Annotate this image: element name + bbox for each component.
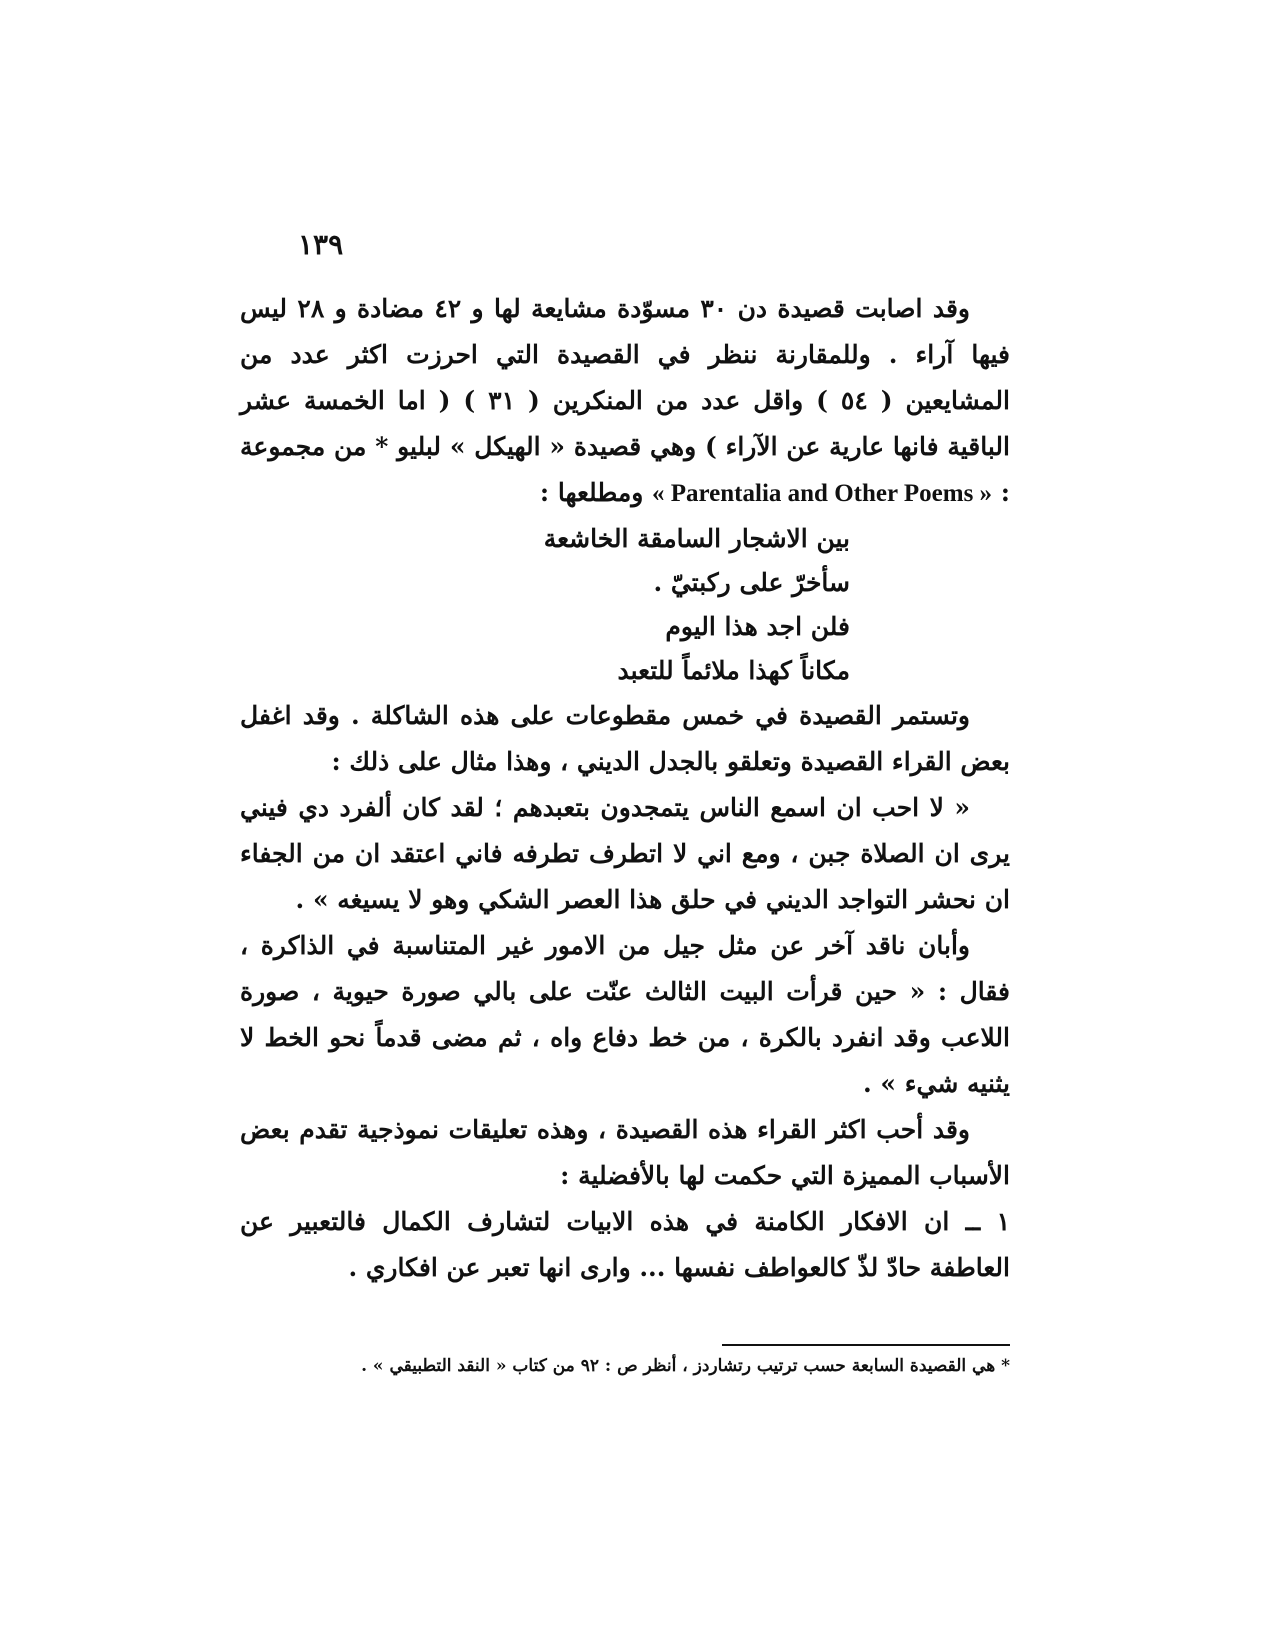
poem-excerpt — [240, 517, 1010, 693]
paragraph-1-tail: ومطلعها : — [539, 478, 644, 507]
paragraph-1 — [240, 286, 1010, 517]
poem-line: مكاناً كهذا ملائماً للتعبد — [617, 656, 850, 685]
page-number: ١٣٩ — [298, 228, 344, 261]
footnote-divider — [722, 1344, 1010, 1346]
paragraph-4: وأبان ناقد آخر عن مثل جيل من الامور غير المتناسبة في الذاكرة ، فقال : « حين قرأت البيت الثالث عنّت على بالي صورة حيوية ، صورة اللاعب وقد انفرد بالكرة ، من خط دفاع واه ، ثم مضى قدماً نحو الخط لا يثنيه شيء » . — [240, 931, 1010, 1098]
footnote: * هي القصيدة السابعة حسب ترتيب رتشاردز ، أنظر ص : ٩٢ من كتاب « النقد التطبيقي » . — [361, 1356, 1010, 1376]
paragraph-2: وتستمر القصيدة في خمس مقطوعات على هذه الشاكلة . وقد اغفل بعض القراء القصيدة وتعلقو بالجدل الديني ، وهذا مثال على ذلك : — [240, 701, 1010, 776]
poem-line: فلن اجد هذا اليوم — [665, 612, 850, 641]
paragraph-6-list-item: ١ ــ ان الافكار الكامنة في هذه الابيات لتشارف الكمال فالتعبير عن العاطفة حادّ لذّ كالعواطف نفسها ... واری انها تعبر عن افكاري . — [240, 1207, 1010, 1282]
poem-line: بين الاشجار السامقة الخاشعة — [543, 524, 850, 553]
book-title-latin: « Parentalia and Other Poems » — [652, 480, 993, 507]
paragraph-5: وقد أحب اكثر القراء هذه القصيدة ، وهذه تعليقات نموذجية تقدم بعض الأسباب المميزة التي حكمت لها بالأفضلية : — [240, 1115, 1010, 1190]
page-body — [240, 286, 1010, 1291]
paragraph-3-quote: « لا احب ان اسمع الناس يتمجدون بتعبدهم ؛ لقد كان ألفرد دي فيني يرى ان الصلاة جبن ، ومع اني لا اتطرف تطرفه فاني اعتقد ان من الجفاء ان نحشر التواجد الديني في حلق هذا العصر الشكي وهو لا يسيغه » . — [240, 793, 1010, 914]
poem-line: سأخرّ على ركبتيّ . — [653, 568, 850, 597]
paragraph-1-text: وقد اصابت قصيدة دن ٣٠ مسوّدة مشايعة لها و ٤٢ مضادة و ٢٨ ليس فيها آراء . وللمقارنة ننظر في القصيدة التي احرزت اكثر عدد من المشايعين ( ٥٤ ) واقل عدد من المنكرين ( ٣١ ) ( اما الخمسة عشر الباقية فانها عارية عن الآراء ) وهي قصيدة « الهيكل » لبليو * من مجموعة : — [240, 294, 1010, 507]
